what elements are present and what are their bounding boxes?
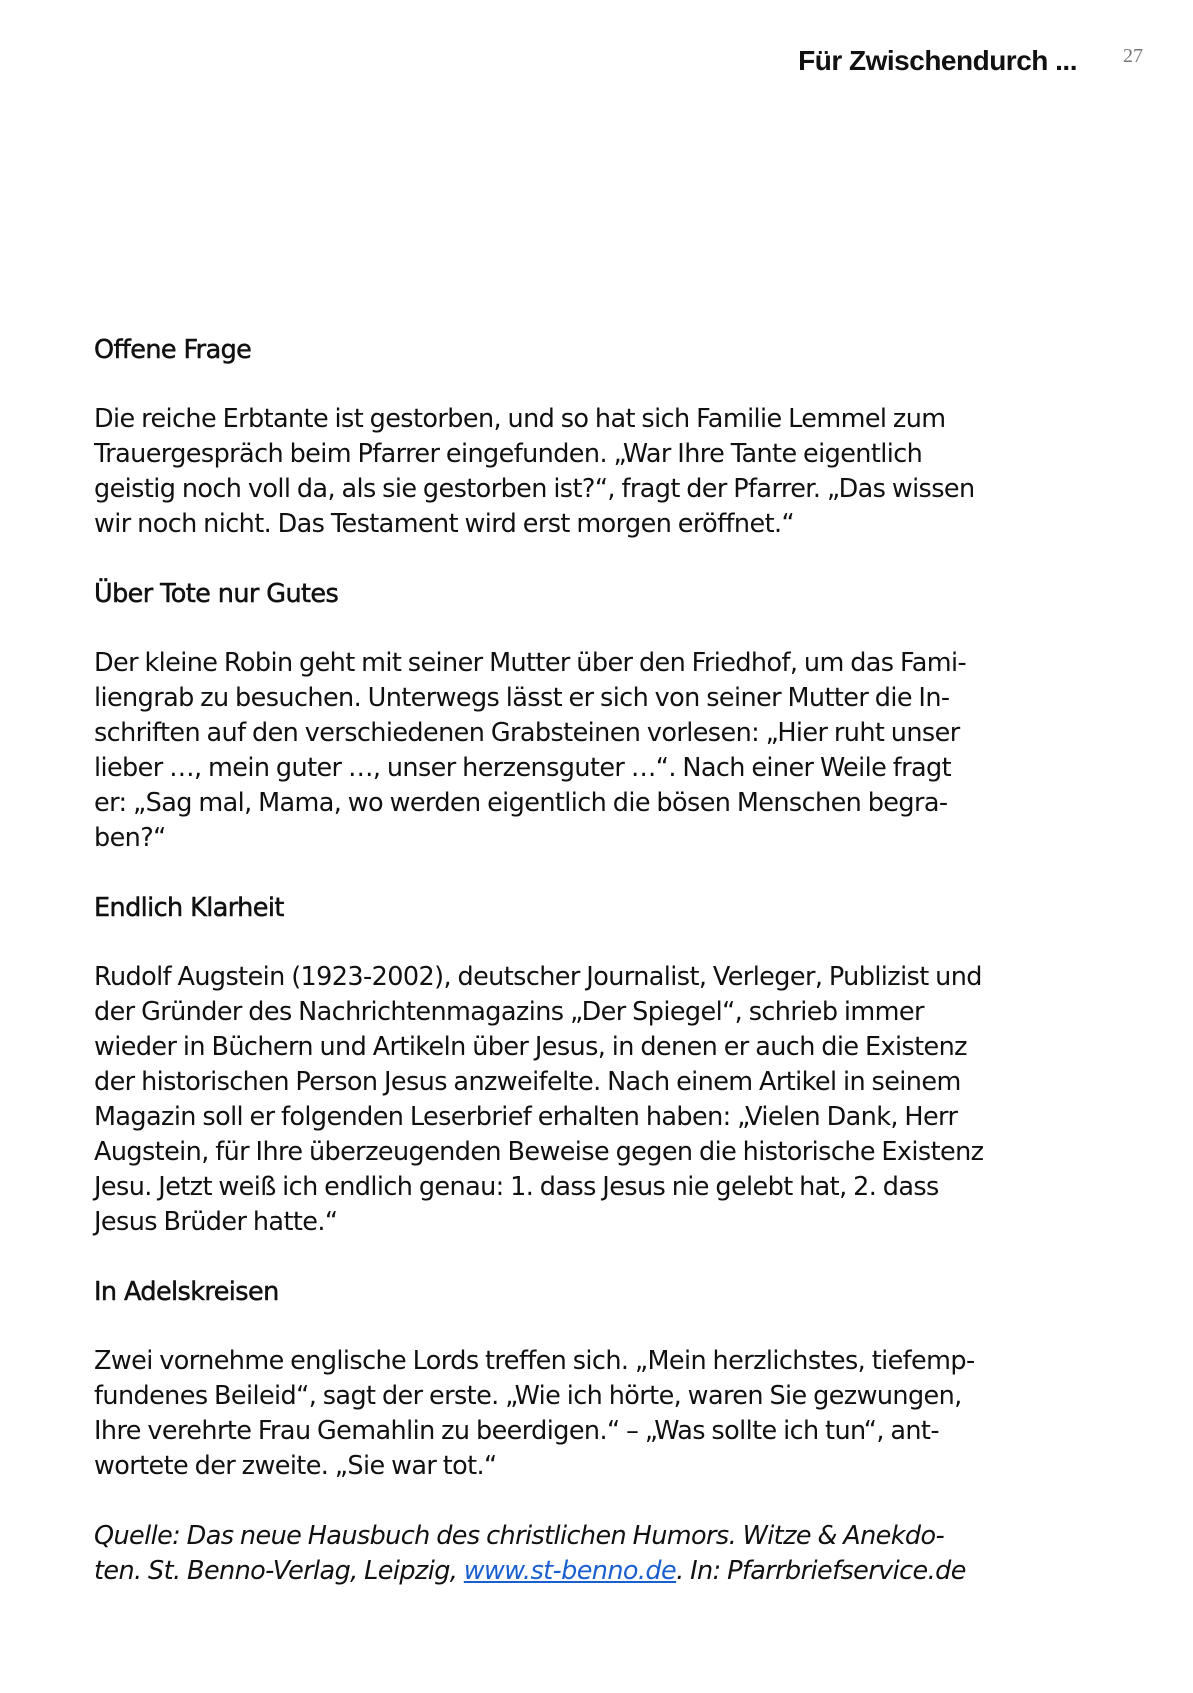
section-ueber-tote-nur-gutes [94,577,1104,856]
section-endlich-klarheit [94,891,1104,1240]
section-heading: Endlich Klarheit [94,893,284,923]
section-body: Rudolf Augstein (1923-2002), deutscher Journalist, Verleger, Publizist und der Gründer des Nachrichtenmagazins „Der Spiegel“, schrieb immer wieder in Büchern und Artikeln über Jesus, in denen er auch die Existenz der historischen Person Jesus anzweifelte. Nach einem Artikel in seinem Magazin soll er folgenden Leserbrief erhalten haben: „Vielen Dank, Herr Augstein, für Ihre überzeugenden Beweise gegen die historische Existenz Jesu. Jetzt weiß ich endlich genau: 1. dass Jesus nie gelebt hat, 2. dass Jesus Brüder hatte.“ [94,962,984,1237]
section-heading: In Adelskreisen [94,1277,279,1307]
source-citation [94,1519,1104,1589]
section-body: Zwei vornehme englische Lords treffen sich. „Mein herzlichstes, tiefemp- fundenes Beileid“, sagt der erste. „Wie ich hörte, waren Sie gezwungen, Ihre verehrte Frau Gemahlin zu beerdigen.“ – „Was sollte ich tun“, ant- wortete der zweite. „Sie war tot.“ [94,1346,975,1481]
source-suffix: . In: Pfarrbriefservice.de [676,1556,966,1586]
section-body: Der kleine Robin geht mit seiner Mutter über den Friedhof, um das Fami- liengrab zu besuchen. Unterwegs lässt er sich von seiner Mutter die In- schriften auf den verschiedenen Grabsteinen vorlesen: „Hier ruht unser lieber …, mein guter …, unser herzensguter …“. Nach einer Weile fragt er: „Sag mal, Mama, wo werden eigentlich die bösen Menschen begra- ben?“ [94,648,967,853]
section-body: Die reiche Erbtante ist gestorben, und so hat sich Familie Lemmel zum Trauergespräch beim Pfarrer eingefunden. „War Ihre Tante eigentlich geistig noch voll da, als sie gestorben ist?“, fragt der Pfarrer. „Das wissen wir noch nicht. Das Testament wird erst morgen eröffnet.“ [94,404,975,539]
section-heading: Offene Frage [94,335,252,365]
section-heading: Über Tote nur Gutes [94,579,339,609]
header-title: Für Zwischendurch ... [798,45,1077,76]
source-prefix: Quelle: Das neue Hausbuch des christlichen Humors. Witze & Anekdo- ten. St. Benno-Verlag, Leipzig, [94,1521,945,1586]
page-number: 27 [1123,45,1143,67]
source-link[interactable]: www.st-benno.de [463,1556,677,1586]
section-offene-frage [94,333,1104,542]
article-content [94,333,1104,1589]
section-in-adelskreisen [94,1275,1104,1484]
